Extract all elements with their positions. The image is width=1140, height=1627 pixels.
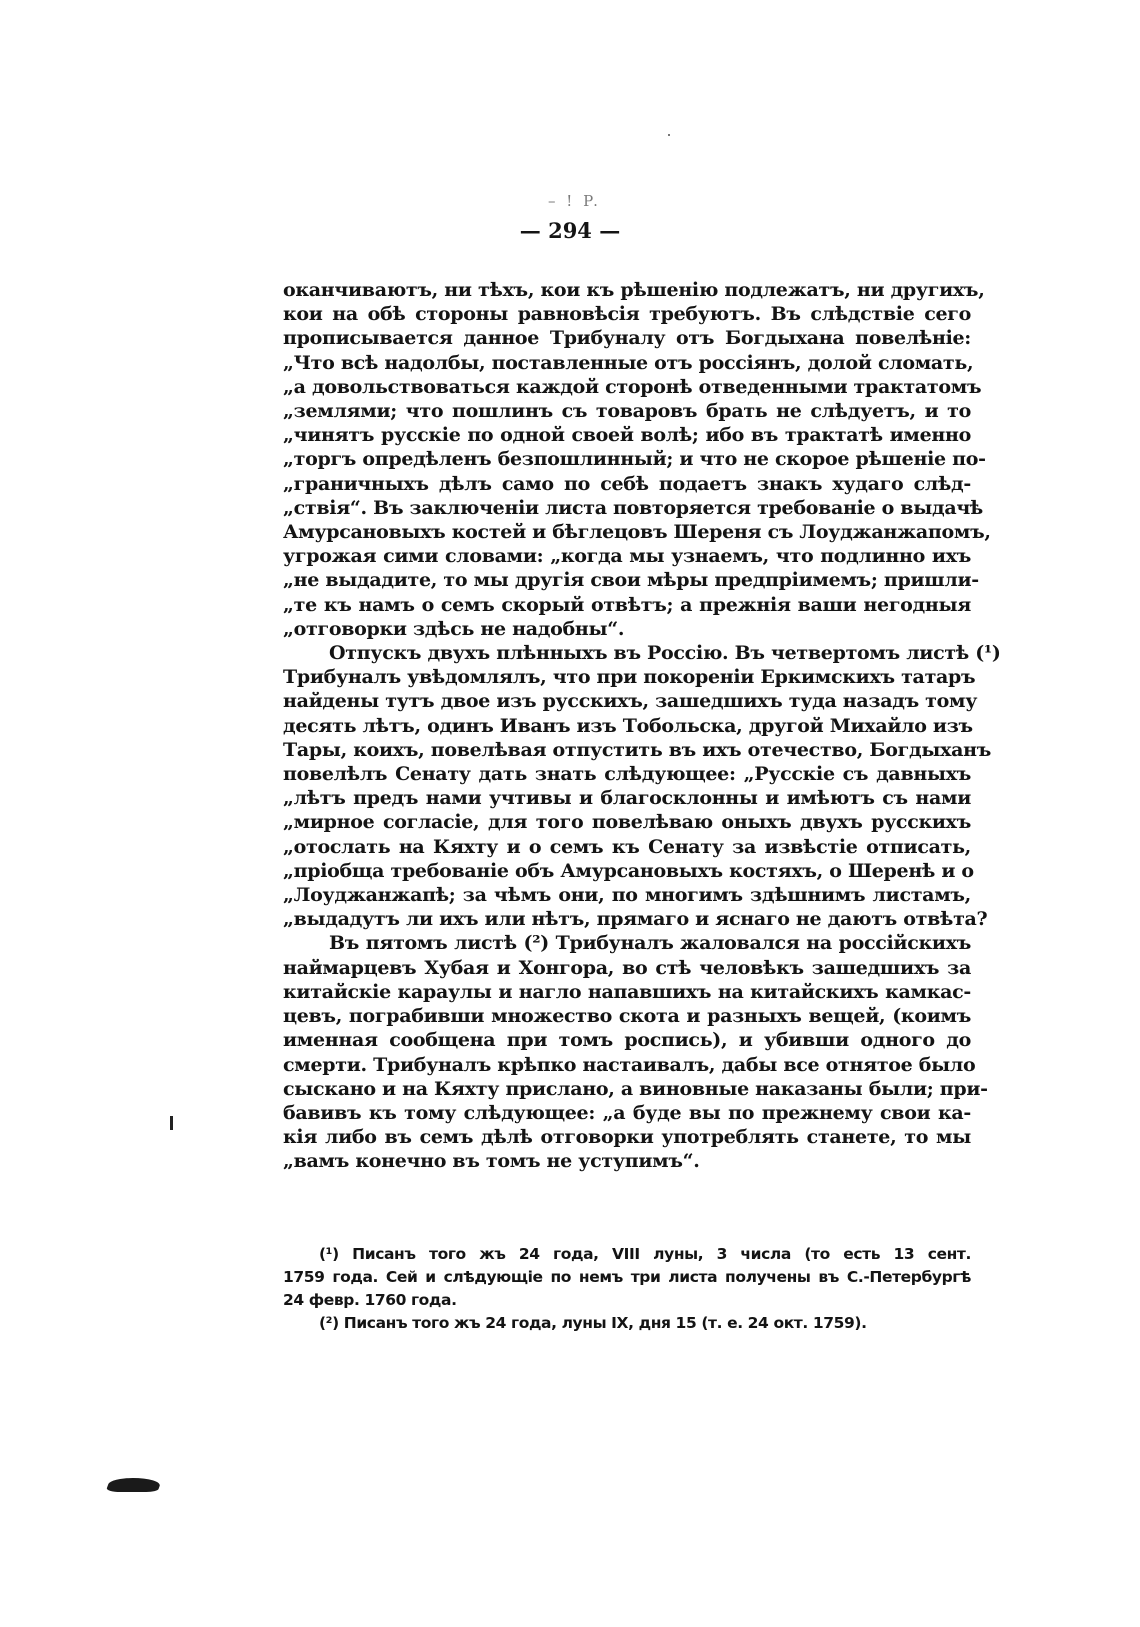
text-line: китайскіе караулы и нагло напавшихъ на китайскихъ камкас- [283,980,971,1003]
text-line: оканчиваютъ, ни тѣхъ, кои къ рѣшенію подлежатъ, ни другихъ, [283,279,985,301]
text-line: кія либо въ семъ дѣлѣ отговорки употреблять станете, то мы [283,1126,971,1149]
pencil-mark: – ! P. [548,192,601,210]
text-line: Тары, коихъ, повелѣвая отпустить въ ихъ отечество, Богдыханъ [283,738,992,761]
text-line: Отпускъ двухъ плѣнныхъ въ Россію. Въ четвертомъ листѣ (¹) [329,642,1001,665]
text-line: найдены тутъ двое изъ русскихъ, зашедшихъ туда назадъ тому [283,690,978,713]
text-line: „лѣтъ предъ нами учтивы и благосклонны и имѣютъ съ нами [283,787,971,810]
margin-mark [170,1116,173,1130]
footnote-line: 24 февр. 1760 года. [283,1291,457,1309]
footnote-line: (²) Писанъ того жъ 24 года, луны IX, дня 15 (т. е. 24 окт. 1759). [319,1314,867,1332]
paragraph-2 [283,641,1001,931]
footnote-line: (¹) Писанъ того жъ 24 года, VIII луны, 3 числа (то есть 13 сент. [319,1245,971,1263]
text-line: „выдадутъ ли ихъ или нѣтъ, прямаго и яснаго не даютъ отвѣта? [283,908,988,931]
text-line: Въ пятомъ листѣ (²) Трибуналъ жаловался на россійскихъ [329,932,971,955]
text-line: угрожая сими словами: „когда мы узнаемъ, что подлинно ихъ [283,545,971,568]
text-line: „те къ намъ о семъ скорый отвѣтъ; а прежнія ваши негодныя [283,593,971,616]
text-line: Трибуналъ увѣдомлялъ, что при покореніи Еркимскихъ татаръ [283,666,976,689]
text-line: Амурсановыхъ костей и бѣглецовъ Шереня съ Лоуджанжапомъ, [283,521,991,544]
text-line: „мирное согласіе, для того повелѣваю оныхъ двухъ русскихъ [283,811,971,834]
text-line: кои на обѣ стороны равновѣсія требуютъ. Въ слѣдствіе сего [283,303,971,326]
text-line: „Лоуджанжапѣ; за чѣмъ они, по многимъ здѣшнимъ листамъ, [283,884,971,907]
body-text [283,278,1001,1174]
text-line: бавивъ къ тому слѣдующее: „а буде вы по прежнему свои ка- [283,1101,971,1124]
text-line: „пріобща требованіе объ Амурсановыхъ костяхъ, о Шеренѣ и о [283,859,974,882]
text-line: „ствія“. Въ заключеніи листа повторяется требованіе о выдачѣ [283,496,983,519]
text-line: повелѣлъ Сенату дать знать слѣдующее: „Русскіе съ давныхъ [283,763,971,786]
text-line: сыскано и на Кяхту прислано, а виновные наказаны были; при- [283,1077,988,1100]
text-line: „отослать на Кяхту и о семъ къ Сенату за извѣстіе отписать, [283,835,971,858]
text-line: „чинятъ русскіе по одной своей волѣ; ибо въ трактатѣ именно [283,424,971,447]
paragraph-3 [283,931,988,1173]
footnotes [283,1243,971,1335]
text-line: „торгъ опредѣленъ безпошлинный; и что не скорое рѣшеніе по- [283,448,986,471]
text-line: „граничныхъ дѣлъ само по себѣ подаетъ знакъ худаго слѣд- [283,472,971,495]
text-line: „отговорки здѣсь не надобны“. [283,617,625,640]
text-line: „вамъ конечно въ томъ не уступимъ“. [283,1150,700,1173]
paragraph-1 [283,278,991,641]
text-line: „не выдадите, то мы другія свои мѣры предпріимемъ; пришли- [283,569,979,592]
speck [668,134,670,136]
text-line: „Что всѣ надолбы, поставленные отъ россіянъ, долой сломать, [283,351,974,374]
text-line: цевъ, пограбивши множество скота и разныхъ вещей, (коимъ [283,1005,971,1028]
text-line: „а довольствоваться каждой сторонѣ отведенными трактатомъ [283,375,982,398]
text-line: именная сообщена при томъ роспись), и убивши одного до [283,1029,971,1052]
text-line: „землями; что пошлинъ съ товаровъ брать не слѣдуетъ, и то [283,400,971,423]
text-line: десять лѣтъ, одинъ Иванъ изъ Тобольска, другой Михайло изъ [283,714,973,737]
page-number: — 294 — [519,218,621,243]
footnote-line: 1759 года. Сей и слѣдующіе по немъ три листа получены въ С.-Петербургѣ [283,1268,971,1286]
text-line: наймарцевъ Хубая и Хонгора, во стѣ человѣкъ зашедшихъ за [283,956,971,979]
ink-blot [105,1478,162,1492]
text-line: смерти. Трибуналъ крѣпко настаивалъ, дабы все отнятое было [283,1053,976,1076]
text-line: прописывается данное Трибуналу отъ Богдыхана повелѣніе: [283,327,971,350]
